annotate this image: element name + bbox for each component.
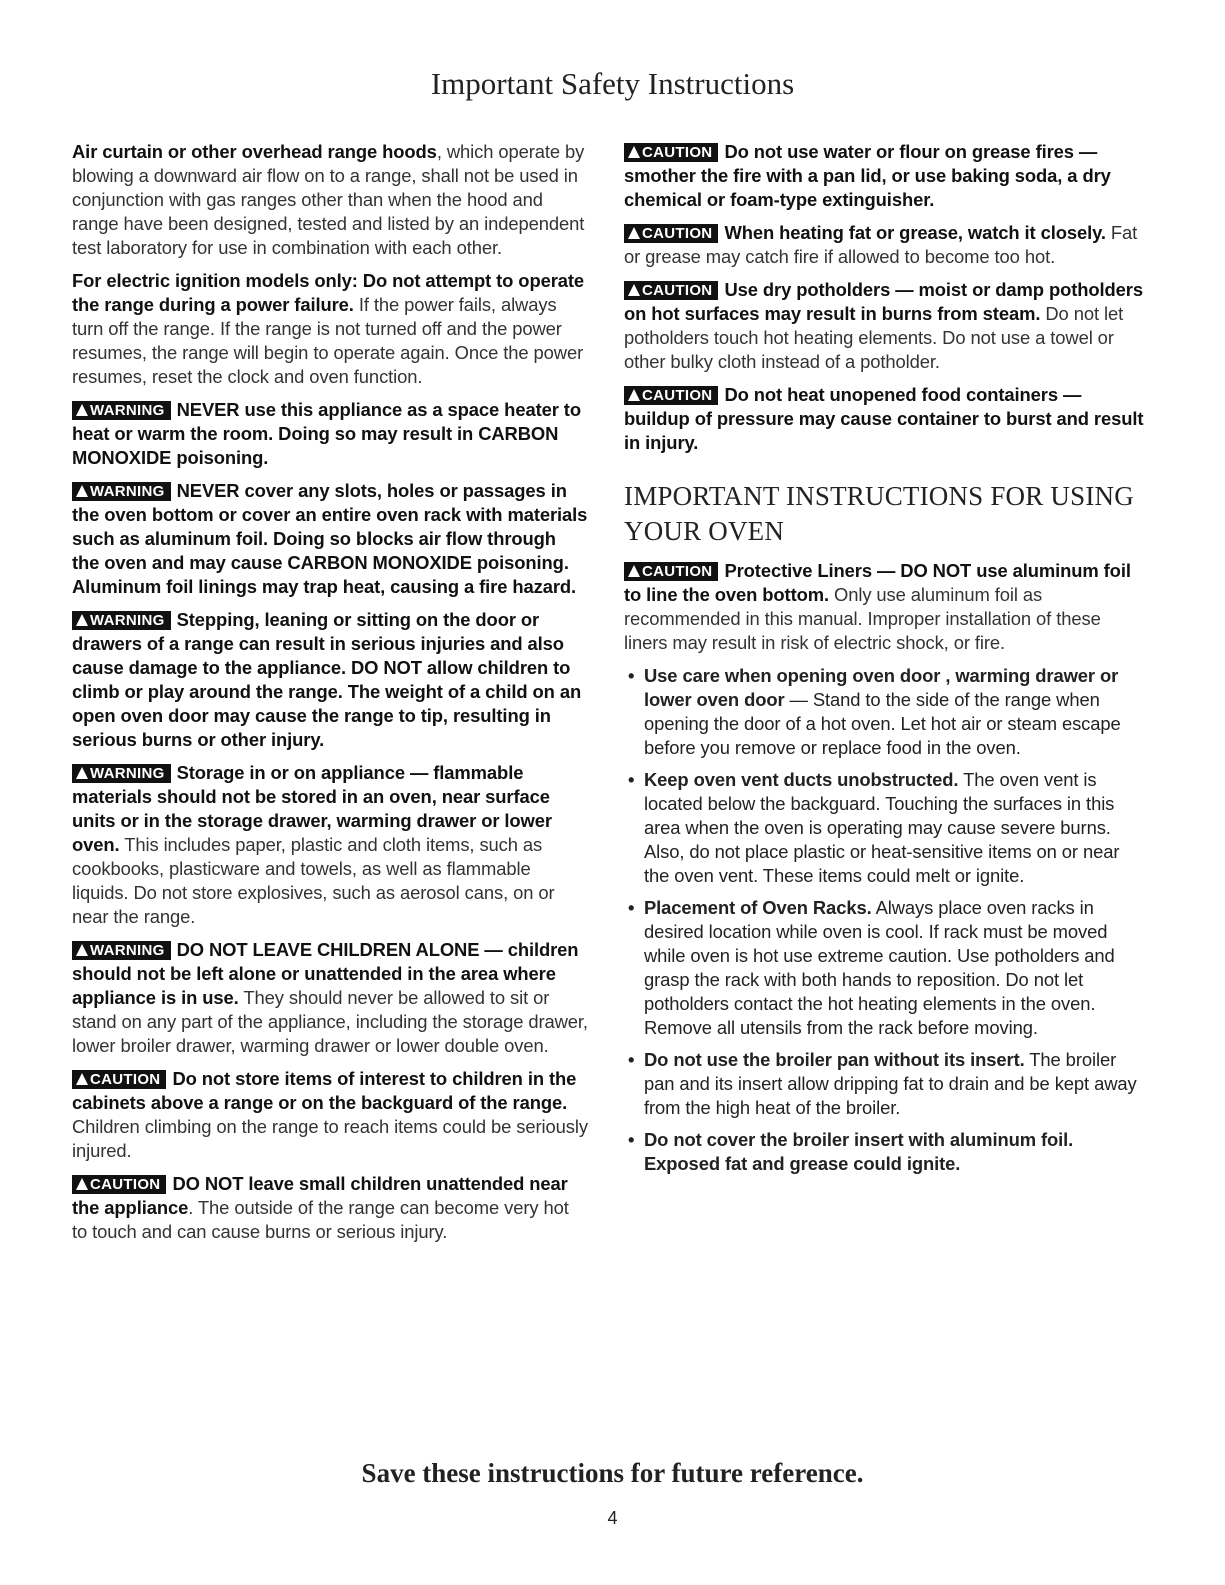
page-number: 4: [607, 1508, 618, 1528]
badge-label: CAUTION: [90, 1176, 161, 1193]
warning-triangle-icon: [628, 565, 640, 577]
warning-triangle-icon: [76, 944, 88, 956]
paragraph-bold: Stepping, leaning or sitting on the door or drawers of a range can result in serious injuries and also cause damage to the appliance. DO NOT allow children to climb or play around the range. The weight of a child on an open oven door may cause the range to tip, resulting in serious burns or other injury.: [72, 609, 582, 750]
badge-label: WARNING: [90, 612, 165, 629]
bullet-icon: •: [628, 665, 635, 686]
warning-triangle-icon: [76, 1178, 88, 1190]
paragraph-text: Only use aluminum foil as recommended in this manual. Improper installation of these liners may result in risk of electric shock, or fire.: [624, 584, 1101, 653]
footer-note: Save these instructions for future reference.: [361, 1458, 864, 1488]
paragraph-bold: When heating fat or grease, watch it closely.: [724, 222, 1106, 243]
paragraph-bold: Do not store items of interest to children in the cabinets above a range or on the backguard of the range.: [72, 1068, 577, 1113]
paragraph-text: Children climbing on the range to reach items could be seriously injured.: [72, 1116, 588, 1161]
list-item: [624, 1048, 1144, 1120]
badge-label: WARNING: [90, 942, 165, 959]
warning-triangle-icon: [76, 1073, 88, 1085]
page-title: Important Safety Instructions: [430, 66, 795, 101]
paragraph-bold: DO NOT LEAVE CHILDREN ALONE — children should not be left alone or unattended in the area where appliance is in use.: [72, 939, 579, 1008]
paragraph-bold: NEVER cover any slots, holes or passages in the oven bottom or cover an entire oven rack with materials such as aluminum foil. Doing so blocks air flow through the oven and may cause CARBON MONOXIDE poisoning. Aluminum foil linings may trap heat, causing a fire hazard.: [72, 480, 588, 597]
paragraph-bold: Air curtain or other overhead range hoods: [72, 141, 437, 162]
section-heading: IMPORTANT INSTRUCTIONS FOR USING YOUR OVEN: [624, 481, 1134, 546]
bullet-icon: •: [628, 897, 635, 918]
paragraph-range-hoods: [72, 140, 588, 260]
paragraph-text: . The outside of the range can become very hot to touch and can cause burns or serious injury.: [72, 1197, 569, 1242]
paragraph-electric-ignition: [72, 269, 588, 389]
warning-triangle-icon: [628, 146, 640, 158]
oven-instructions-list: [624, 664, 1144, 1176]
warning-badge: [72, 764, 171, 783]
caution-badge: [72, 1175, 166, 1194]
paragraph-bold: Protective Liners — DO NOT use aluminum foil to line the oven bottom.: [624, 560, 1131, 605]
list-item-bold: Keep oven vent ducts unobstructed.: [644, 769, 959, 790]
list-item-text: The oven vent is located below the backguard. Touching the surfaces in this area when the oven is operating may cause severe burns. Also, do not place plastic or heat-sensitive items on or near the oven vent. These items could melt or ignite.: [644, 769, 1120, 886]
caution-badge: [624, 143, 718, 162]
left-column: [72, 140, 588, 1253]
warning-badge: [72, 401, 171, 420]
list-item-bold: Use care when opening oven door , warming drawer or lower oven door: [644, 665, 1119, 710]
list-item-text: — Stand to the side of the range when opening the door of a hot oven. Let hot air or steam escape before you remove or replace food in the oven.: [644, 689, 1121, 758]
badge-label: CAUTION: [642, 144, 713, 161]
warning-triangle-icon: [628, 284, 640, 296]
warning-badge: [72, 611, 171, 630]
badge-label: WARNING: [90, 765, 165, 782]
list-item: [624, 1128, 1144, 1176]
caution-heating-fat: [624, 221, 1144, 269]
paragraph-text: They should never be allowed to sit or stand on any part of the appliance, including the storage drawer, lower broiler drawer, warming drawer or lower double oven.: [72, 987, 588, 1056]
bullet-icon: •: [628, 1049, 635, 1070]
list-item: [624, 664, 1144, 760]
caution-small-children: [72, 1172, 588, 1244]
warning-triangle-icon: [628, 227, 640, 239]
paragraph-text: Do not let potholders touch hot heating elements. Do not use a towel or other bulky cloth instead of a potholder.: [624, 303, 1124, 372]
paragraph-bold: NEVER use this appliance as a space heater to heat or warm the room. Doing so may result in CARBON MONOXIDE poisoning.: [72, 399, 581, 468]
badge-label: WARNING: [90, 402, 165, 419]
paragraph-text: , which operate by blowing a downward air flow on to a range, shall not be used in conjunction with gas ranges other than when the hood and range have been designed, tested and listed by an independent test laboratory for use in combination with each other.: [72, 141, 585, 258]
caution-badge: [624, 562, 718, 581]
right-column: [624, 140, 1144, 1184]
warning-space-heater: [72, 398, 588, 470]
caution-badge: [624, 386, 718, 405]
paragraph-bold: Storage in or on appliance — flammable materials should not be stored in an oven, near surface units or in the storage drawer, warming drawer or lower oven.: [72, 762, 552, 855]
list-item: [624, 768, 1144, 888]
warning-triangle-icon: [76, 485, 88, 497]
warning-triangle-icon: [76, 614, 88, 626]
paragraph-text: If the power fails, always turn off the range. If the range is not turned off and the power resumes, the range will begin to operate again. Once the power resumes, reset the clock and oven function.: [72, 294, 584, 387]
warning-storage: [72, 761, 588, 929]
badge-label: CAUTION: [642, 387, 713, 404]
caution-badge: [624, 224, 718, 243]
paragraph-text: Fat or grease may catch fire if allowed to become too hot.: [624, 222, 1138, 267]
paragraph-bold: For electric ignition models only: Do not attempt to operate the range during a power failure.: [72, 270, 585, 315]
warning-stepping: [72, 608, 588, 752]
paragraph-bold: DO NOT leave small children unattended near the appliance: [72, 1173, 568, 1218]
warning-cover-slots: [72, 479, 588, 599]
warning-children-alone: [72, 938, 588, 1058]
paragraph-text: This includes paper, plastic and cloth items, such as cookbooks, plasticware and towels, as well as flammable liquids. Do not store explosives, such as aerosol cans, on or near the range.: [72, 834, 555, 927]
warning-badge: [72, 941, 171, 960]
paragraph-bold: Do not heat unopened food containers — buildup of pressure may cause container to burst and result in injury.: [624, 384, 1144, 453]
list-item-text: The broiler pan and its insert allow dripping fat to drain and be kept away from the high heat of the broiler.: [644, 1049, 1137, 1118]
list-item: [624, 896, 1144, 1040]
badge-label: CAUTION: [642, 225, 713, 242]
list-item-text: Always place oven racks in desired location while oven is cool. If rack must be moved while oven is hot use extreme caution. Use potholders and grasp the rack with both hands to reposition. Do not let potholders contact the hot heating elements in the oven. Remove all utensils from the rack before moving.: [644, 897, 1115, 1038]
bullet-icon: •: [628, 1129, 635, 1150]
caution-protective-liners: [624, 559, 1144, 655]
badge-label: CAUTION: [642, 563, 713, 580]
list-item-bold: Do not cover the broiler insert with aluminum foil. Exposed fat and grease could ignite.: [644, 1129, 1074, 1174]
badge-label: WARNING: [90, 483, 165, 500]
warning-triangle-icon: [628, 389, 640, 401]
warning-badge: [72, 482, 171, 501]
caution-items-of-interest: [72, 1067, 588, 1163]
bullet-icon: •: [628, 769, 635, 790]
badge-label: CAUTION: [642, 282, 713, 299]
paragraph-bold: Use dry potholders — moist or damp potholders on hot surfaces may result in burns from steam.: [624, 279, 1143, 324]
warning-triangle-icon: [76, 767, 88, 779]
badge-label: CAUTION: [90, 1071, 161, 1088]
caution-potholders: [624, 278, 1144, 374]
caution-badge: [72, 1070, 166, 1089]
list-item-bold: Placement of Oven Racks.: [644, 897, 872, 918]
caution-grease-fires: [624, 140, 1144, 212]
paragraph-bold: Do not use water or flour on grease fires — smother the fire with a pan lid, or use baking soda, a dry chemical or foam-type extinguisher.: [624, 141, 1111, 210]
warning-triangle-icon: [76, 404, 88, 416]
list-item-bold: Do not use the broiler pan without its insert.: [644, 1049, 1025, 1070]
caution-badge: [624, 281, 718, 300]
caution-unopened-containers: [624, 383, 1144, 455]
